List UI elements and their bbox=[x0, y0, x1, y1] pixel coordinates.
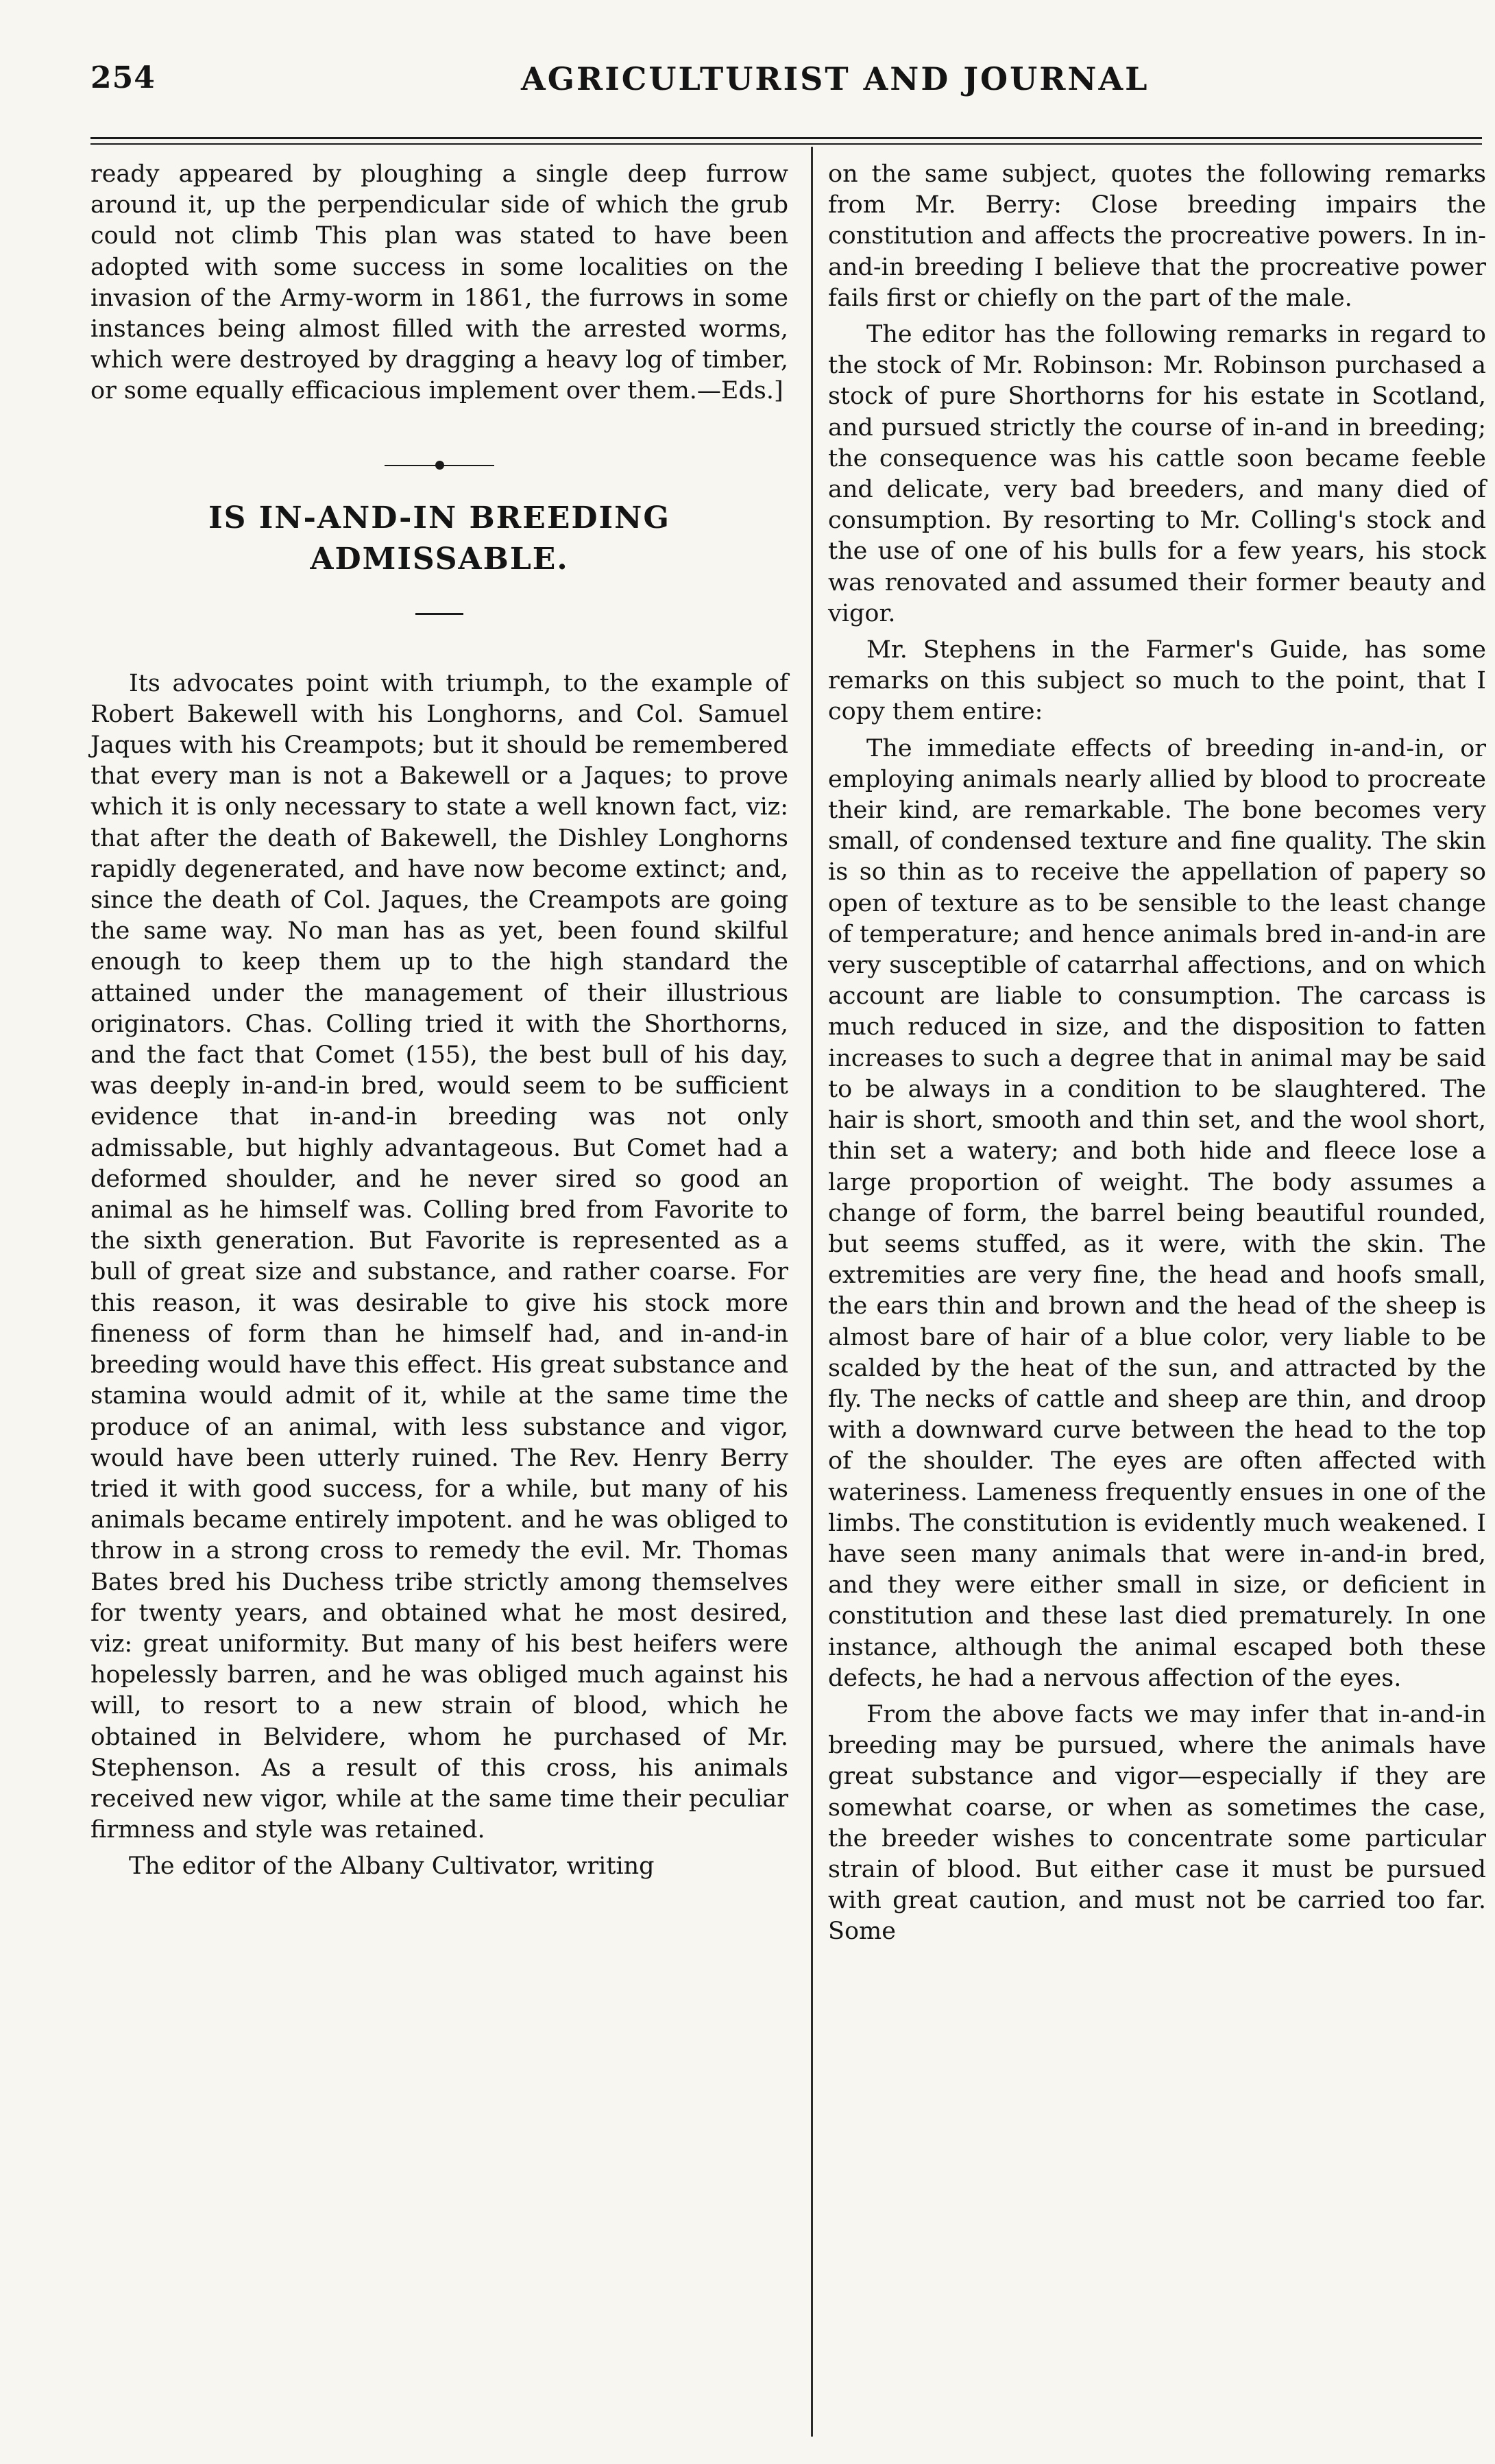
body-paragraph: on the same subject, quotes the following remarks from Mr. Berry: Close breeding impairs the constitution and affects the procreative powers. In in-and-in breeding I believe that the procreative power fails first or chiefly on the part of the male. bbox=[828, 160, 1486, 312]
column-divider bbox=[811, 147, 813, 2437]
body-paragraph: Mr. Stephens in the Farmer's Guide, has some remarks on this subject so much to the point, that I copy them entire: bbox=[828, 636, 1486, 726]
body-paragraph: From the above facts we may infer that in-and-in breeding may be pursued, where the animals have great substance and vigor—especially if they are somewhat coarse, or when as sometimes the case, the breeder wishes to concentrate some particular strain of blood. But either case it must be pursued with great caution, and must not be carried too far. Some bbox=[828, 1700, 1486, 1946]
intro-paragraph: ready appeared by ploughing a single deep furrow around it, up the perpendicular side of which the grub could not climb This plan was stated to have been adopted with some success in some localities on the invasion of the Army-worm in 1861, the furrows in some instances being almost filled with the arrested worms, which were destroyed by dragging a heavy log of timber, or some equally efficacious implement over them.—Eds.] bbox=[90, 160, 788, 405]
body-paragraph: The editor of the Albany Cultivator, writing bbox=[129, 1852, 655, 1881]
left-column bbox=[90, 159, 788, 1888]
article-title: IS IN-AND-IN BREEDING ADMISSABLE. bbox=[208, 500, 670, 577]
body-paragraph: The editor has the following remarks in regard to the stock of Mr. Robinson: Mr. Robinson purchased a stock of pure Shorthorns for his estate in Scotland, and pursued strictly the course of in-and in breeding; the consequence was his cattle soon became feeble and delicate, very bad breeders, and many died of consumption. By resorting to Mr. Colling's stock and the use of one of his bulls for a few years, his stock was renovated and assumed their former beauty and vigor. bbox=[828, 321, 1486, 627]
page-number: 254 bbox=[90, 60, 156, 95]
header-rule bbox=[90, 137, 1482, 145]
running-title: AGRICULTURIST AND JOURNAL bbox=[521, 60, 1150, 97]
body-paragraph: The immediate effects of breeding in-and-in, or employing animals nearly allied by blood to procreate their kind, are remarkable. The bone becomes very small, of condensed texture and fine quality. The skin is so thin as to receive the appellation of papery so open of texture as to be sensible to the least change of temperature; and hence animals bred in-and-in are very susceptible of catarrhal affections, and on which account are liable to consumption. The carcass is much reduced in size, and the disposition to fatten increases to such a degree that in animal may be said to be always in a condition to be slaughtered. The hair is short, smooth and thin set, and the wool short, thin set a watery; and both hide and fleece lose a large proportion of weight. The body assumes a change of form, the barrel being beautiful rounded, but seems stuffed, as it were, with the skin. The extremities are very fine, the head and hoofs small, the ears thin and brown and the head of the sheep is almost bare of hair of a blue color, very liable to be scalded by the heat of the sun, and attracted by the fly. The necks of cattle and sheep are thin, and droop with a downward curve between the head to the top of the shoulder. The eyes are often affected with wateriness. Lameness frequently ensues in one of the limbs. The constitution is evidently much weakened. I have seen many animals that were in-and-in bred, and they were either small in size, or deficient in constitution and these last died prematurely. In one instance, although the animal escaped both these defects, he had a nervous affection of the eyes. bbox=[828, 734, 1486, 1692]
title-rule bbox=[415, 613, 463, 615]
right-column bbox=[828, 159, 1486, 1953]
section-ornament bbox=[385, 457, 494, 474]
body-paragraph: Its advocates point with triumph, to the example of Robert Bakewell with his Longhorns, and Col. Samuel Jaques with his Creampots; but it should be remembered that every man is not a Bakewell or a Jaques; to prove which it is only necessary to state a well known fact, viz: that after the death of Bakewell, the Dishley Longhorns rapidly degenerated, and have now become extinct; and, since the death of Col. Jaques, the Creampots are going the same way. No man has as yet, been found skilful enough to keep them up to the high standard the attained under the management of their illustrious originators. Chas. Colling tried it with the Shorthorns, and the fact that Comet (155), the best bull of his day, was deeply in-and-in bred, would seem to be sufficient evidence that in-and-in breeding was not only admissable, but highly advantageous. But Comet had a deformed shoulder, and he never sired so good an animal as he himself was. Colling bred from Favorite to the sixth generation. But Favorite is represented as a bull of great size and substance, and rather coarse. For this reason, it was desirable to give his stock more fineness of form than he himself had, and in-and-in breeding would have this effect. His great substance and stamina would admit of it, while at the same time the produce of an animal, with less substance and vigor, would have been utterly ruined. The Rev. Henry Berry tried it with good success, for a while, but many of his animals became entirely impotent. and he was obliged to throw in a strong cross to remedy the evil. Mr. Thomas Bates bred his Duchess tribe strictly among themselves for twenty years, and obtained what he most desired, viz: great uniformity. But many of his best heifers were hopelessly barren, and he was obliged much against his will, to resort to a new strain of blood, which he obtained in Belvidere, whom he purchased of Mr. Stephenson. As a result of this cross, his animals received new vigor, while at the same time their peculiar firmness and style was retained. bbox=[90, 669, 788, 1844]
